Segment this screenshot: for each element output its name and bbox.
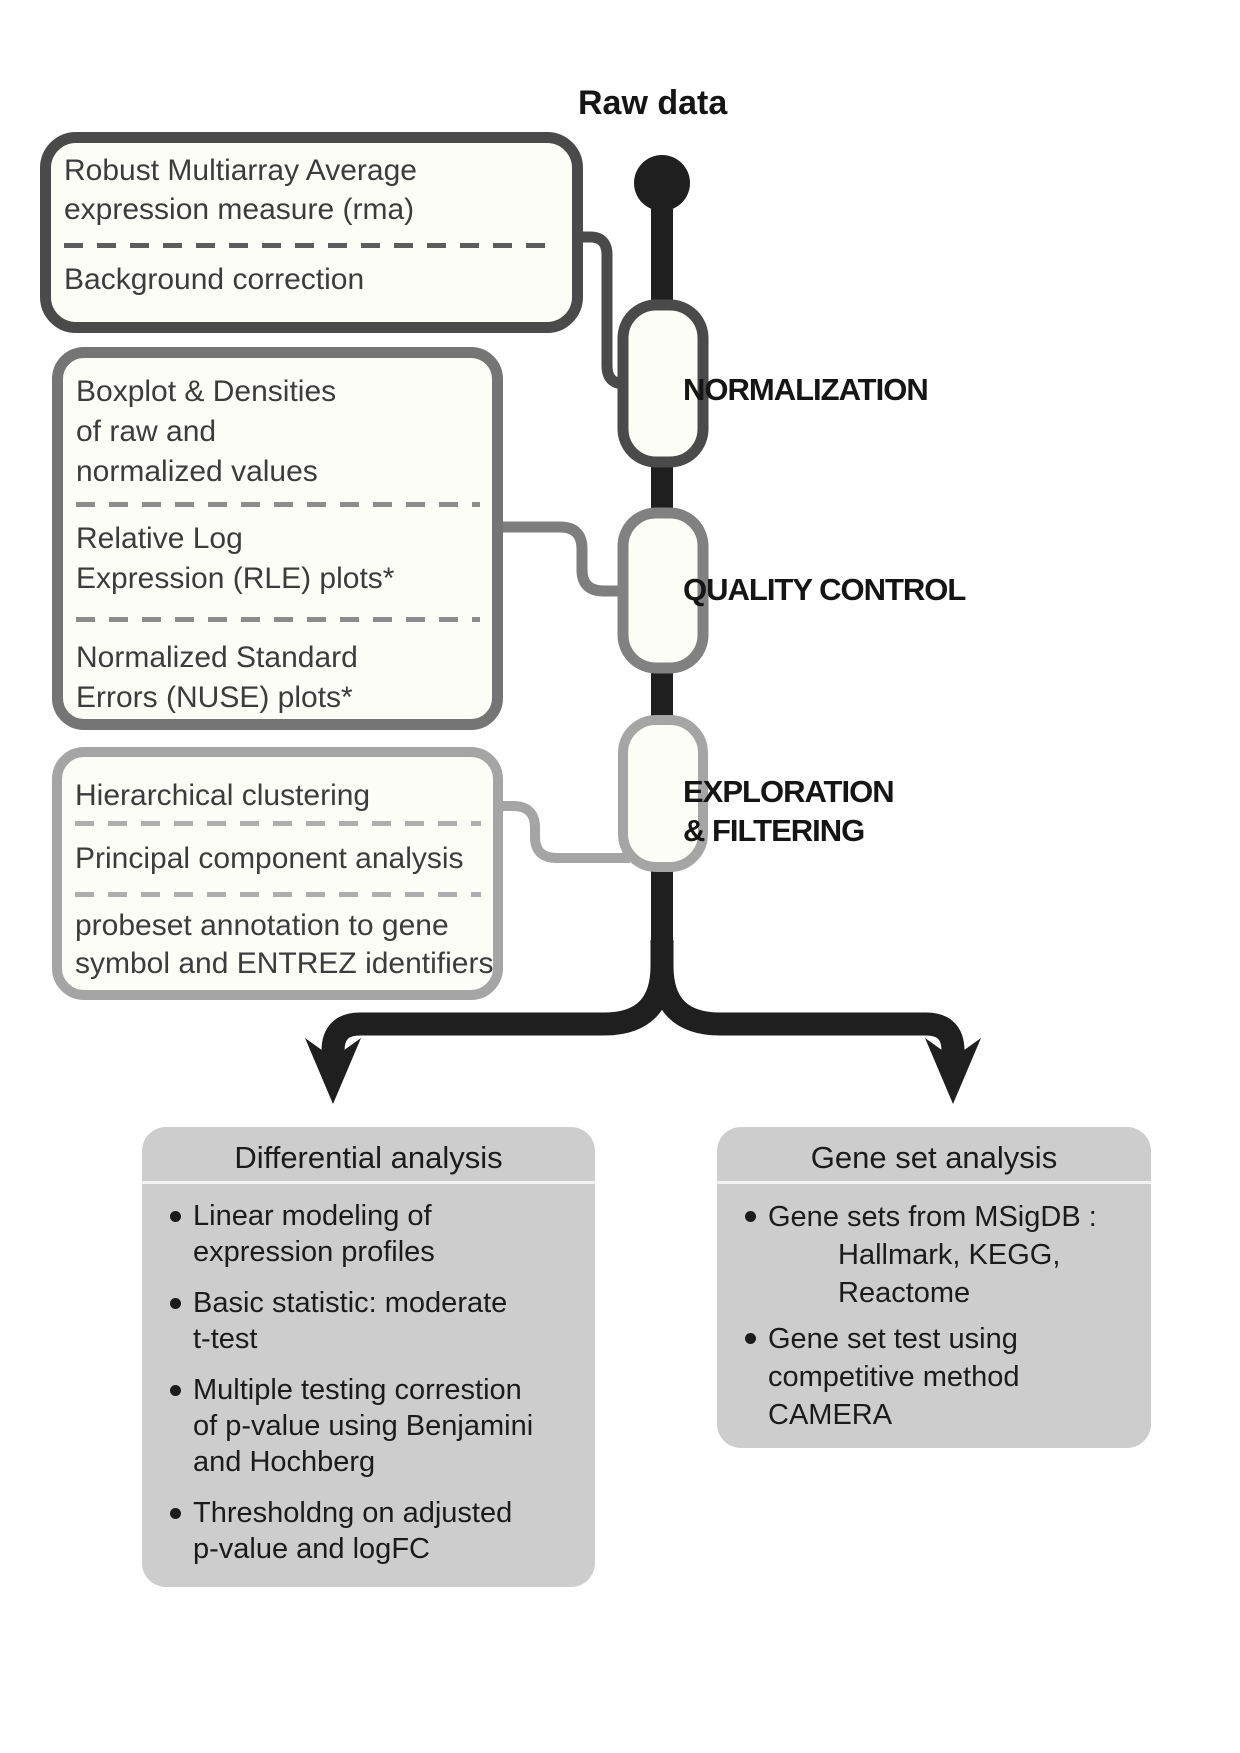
raw-data-label: Raw data	[578, 84, 728, 122]
bullet-icon	[170, 1298, 181, 1309]
dashed-divider	[75, 821, 481, 826]
method-line: Robust Multiarray Average	[64, 154, 417, 187]
method-line: of raw and	[76, 415, 217, 448]
differential-analysis-title: Differential analysis	[234, 1140, 503, 1175]
bullet-icon	[170, 1385, 181, 1396]
method-section	[75, 840, 481, 878]
list-item-line: Hallmark, KEGG,	[838, 1239, 1061, 1271]
bullet-icon	[745, 1211, 756, 1222]
exploration-connector	[503, 806, 630, 858]
dashed-divider	[75, 892, 481, 897]
method-line: probeset annotation to gene	[75, 909, 449, 942]
method-section	[75, 777, 481, 815]
method-line: Relative Log	[76, 522, 243, 555]
method-line: symbol and ENTREZ identifiers	[75, 947, 494, 980]
method-line: Boxplot & Densities	[76, 375, 337, 408]
list-item-line: expression profiles	[193, 1236, 435, 1268]
method-section	[76, 638, 480, 718]
list-item-line: Reactome	[838, 1277, 971, 1309]
method-section	[76, 519, 480, 599]
bullet-icon	[745, 1333, 756, 1344]
list-item-line: p-value and logFC	[193, 1533, 430, 1565]
method-line: Normalized Standard	[76, 641, 358, 674]
exploration-methods-box	[52, 747, 503, 1000]
method-line: normalized values	[76, 455, 318, 488]
raw-data-dot	[634, 155, 690, 211]
list-item	[170, 1495, 585, 1567]
stage-label-exploration-line1: EXPLORATION	[683, 774, 894, 809]
stage-label-normalization: NORMALIZATION	[683, 372, 928, 407]
bullet-icon	[170, 1211, 181, 1222]
differential-analysis-list	[142, 1184, 595, 1567]
normalization-methods-box	[40, 132, 583, 333]
stage-label-exploration-line2: & FILTERING	[683, 813, 865, 848]
method-section	[76, 372, 480, 492]
method-line: Background correction	[64, 263, 365, 296]
list-item	[170, 1198, 585, 1270]
list-item-line: CAMERA	[768, 1399, 893, 1431]
list-item-line: of p-value using Benjamini	[193, 1410, 534, 1442]
gene-set-analysis-box	[717, 1127, 1151, 1448]
list-item-line: Multiple testing correstion	[193, 1374, 522, 1406]
dashed-divider	[64, 243, 558, 248]
stage-label-exploration	[683, 772, 894, 850]
list-item	[170, 1372, 585, 1480]
list-item-line: competitive method	[768, 1361, 1020, 1393]
gene-set-analysis-list	[717, 1184, 1151, 1434]
differential-analysis-box	[142, 1127, 595, 1587]
list-item	[745, 1320, 1141, 1434]
method-line: Principal component analysis	[75, 842, 464, 875]
dashed-divider	[76, 502, 480, 507]
method-section	[64, 260, 558, 299]
bullet-icon	[170, 1508, 181, 1519]
stage-label-quality-control: QUALITY CONTROL	[683, 572, 966, 607]
quality-control-connector	[503, 527, 630, 591]
dashed-divider	[76, 617, 480, 622]
list-item-line: Gene sets from MSigDB :	[768, 1201, 1097, 1233]
list-item-line: and Hochberg	[193, 1446, 376, 1478]
method-section	[75, 907, 494, 983]
list-item-line: Gene set test using	[768, 1323, 1018, 1355]
method-line: Hierarchical clustering	[75, 779, 371, 812]
list-item-line: Basic statistic: moderate	[193, 1287, 508, 1319]
list-item	[745, 1198, 1141, 1312]
list-item-line: t-test	[193, 1323, 258, 1355]
method-line: Errors (NUSE) plots*	[76, 681, 353, 714]
list-item-line: Thresholdng on adjusted	[193, 1497, 513, 1529]
gene-set-analysis-title: Gene set analysis	[810, 1140, 1058, 1175]
method-section	[64, 151, 558, 229]
quality-control-methods-box	[52, 347, 503, 730]
list-item-line: Linear modeling of	[193, 1200, 432, 1232]
method-line: expression measure (rma)	[64, 193, 415, 226]
list-item	[170, 1285, 585, 1357]
method-line: Expression (RLE) plots*	[76, 562, 395, 595]
right-branch-line	[662, 940, 953, 1058]
